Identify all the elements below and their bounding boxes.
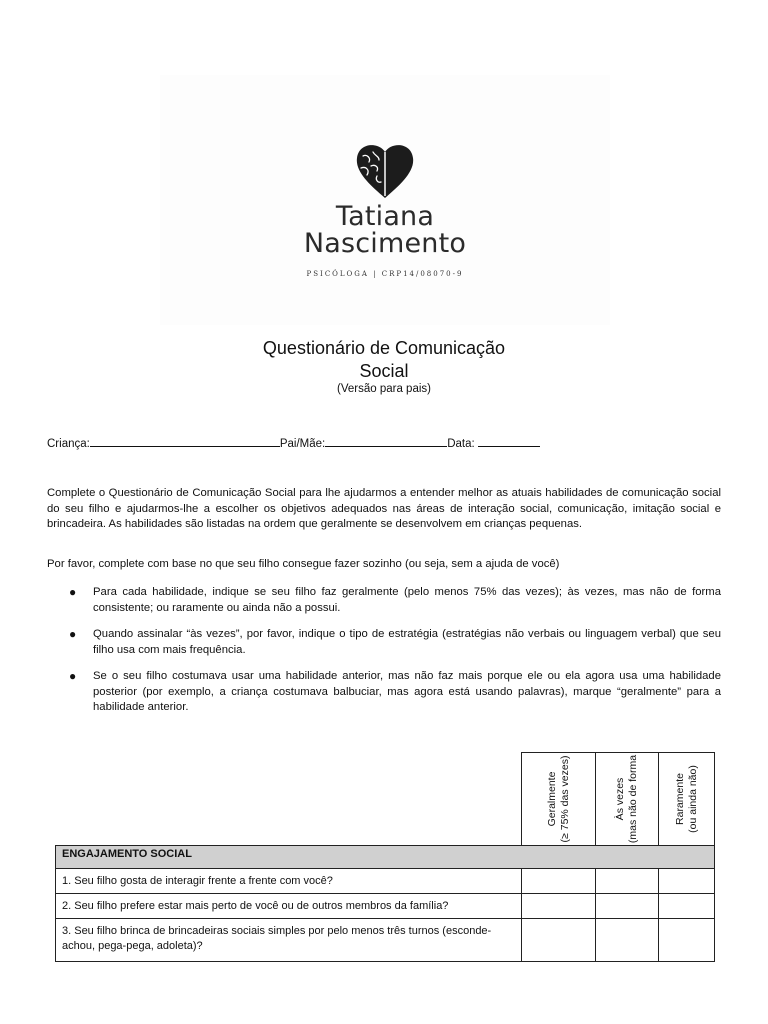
data-label: Data: xyxy=(447,438,475,450)
column-header-raramente xyxy=(659,753,715,846)
column-header-note: (≥ 75% das vezes) xyxy=(558,755,571,843)
answer-cell-geralmente[interactable] xyxy=(522,894,596,919)
crianca-label: Criança: xyxy=(47,438,90,450)
column-header-note: (ou ainda não) xyxy=(686,765,699,833)
intro-paragraph-1: Complete o Questionário de Comunicação Social para lhe ajudarmos a entender melhor as atuais habilidades de comunicação social do seu filho e ajudarmos-lhe a escolher os objetivos adequados nas áreas de interação social, comunicação, imitação social e brincadeira. As habilidades são listadas na ordem que geralmente se desenvolvem em crianças pequenas. xyxy=(47,487,721,530)
table-row xyxy=(56,919,715,962)
answer-cell-as-vezes[interactable] xyxy=(596,919,659,962)
brand-first-name: Tatiana xyxy=(335,201,435,232)
column-header-label: Às vezes xyxy=(614,777,626,821)
question-text: 1. Seu filho gosta de interagir frente a frente com você? xyxy=(62,875,333,887)
answer-cell-as-vezes[interactable] xyxy=(596,869,659,894)
intro-paragraph-2: Por favor, complete com base no que seu filho consegue fazer sozinho (ou seja, sem a ajuda de você) xyxy=(47,558,560,570)
brand-subtitle: PSICÓLOGA | CRP14/08070-9 xyxy=(306,270,464,278)
table-header-row xyxy=(56,753,715,846)
answer-cell-raramente[interactable] xyxy=(659,894,715,919)
list-item-text: Para cada habilidade, indique se seu filho faz geralmente (pelo menos 75% das vezes); às vezes, mas não de forma consistente; ou raramente ou ainda não a possui. xyxy=(93,586,721,614)
crianca-field[interactable] xyxy=(90,435,280,447)
bullet-icon: ● xyxy=(69,669,77,683)
brain-heart-logo-icon xyxy=(353,140,417,202)
column-header-note: (mas não de forma xyxy=(627,754,639,844)
brand-last-name: Nascimento xyxy=(303,228,467,259)
column-header-as-vezes xyxy=(596,753,659,846)
answer-cell-geralmente[interactable] xyxy=(522,919,596,962)
question-text: 2. Seu filho prefere estar mais perto de você ou de outros membros da família? xyxy=(62,900,449,912)
list-item-text: Quando assinalar “às vezes”, por favor, indique o tipo de estratégia (estratégias não verbais ou linguagem verbal) que seu filho usa com mais frequência. xyxy=(93,628,721,656)
document-title xyxy=(184,337,584,383)
data-field[interactable] xyxy=(478,435,540,447)
header-spacer xyxy=(56,753,522,846)
form-fields xyxy=(47,435,727,450)
answer-cell-raramente[interactable] xyxy=(659,919,715,962)
answer-cell-as-vezes[interactable] xyxy=(596,894,659,919)
section-label: ENGAJAMENTO SOCIAL xyxy=(62,848,192,860)
title-line-1: Questionário de Comunicação xyxy=(262,338,506,358)
title-line-2: Social xyxy=(359,361,409,381)
list-item-text: Se o seu filho costumava usar uma habilidade anterior, mas não faz mais porque ele ou ela agora usa uma habilidade posterior (por exemplo, a criança costumava balbuciar, mas agora está usando palavras), marque “geralmente” para a habilidade anterior. xyxy=(93,670,721,713)
question-text: 3. Seu filho brinca de brincadeiras sociais simples por pelo menos três turnos (esconde-achou, pega-pega, adoleta)? xyxy=(62,925,492,952)
document-subtitle: (Versão para pais) xyxy=(337,383,431,395)
pai-mae-field[interactable] xyxy=(325,435,447,447)
column-header-label: Raramente xyxy=(673,773,686,825)
pai-mae-label: Pai/Mãe: xyxy=(279,438,326,450)
bullet-icon: ● xyxy=(69,585,77,599)
section-row xyxy=(56,846,715,869)
answer-cell-raramente[interactable] xyxy=(659,869,715,894)
bullet-icon: ● xyxy=(69,627,77,641)
questionnaire-table xyxy=(55,752,715,962)
table-row xyxy=(56,869,715,894)
column-header-geralmente xyxy=(522,753,596,846)
answer-cell-geralmente[interactable] xyxy=(522,869,596,894)
column-header-label: Geralmente xyxy=(545,771,558,827)
table-row xyxy=(56,894,715,919)
